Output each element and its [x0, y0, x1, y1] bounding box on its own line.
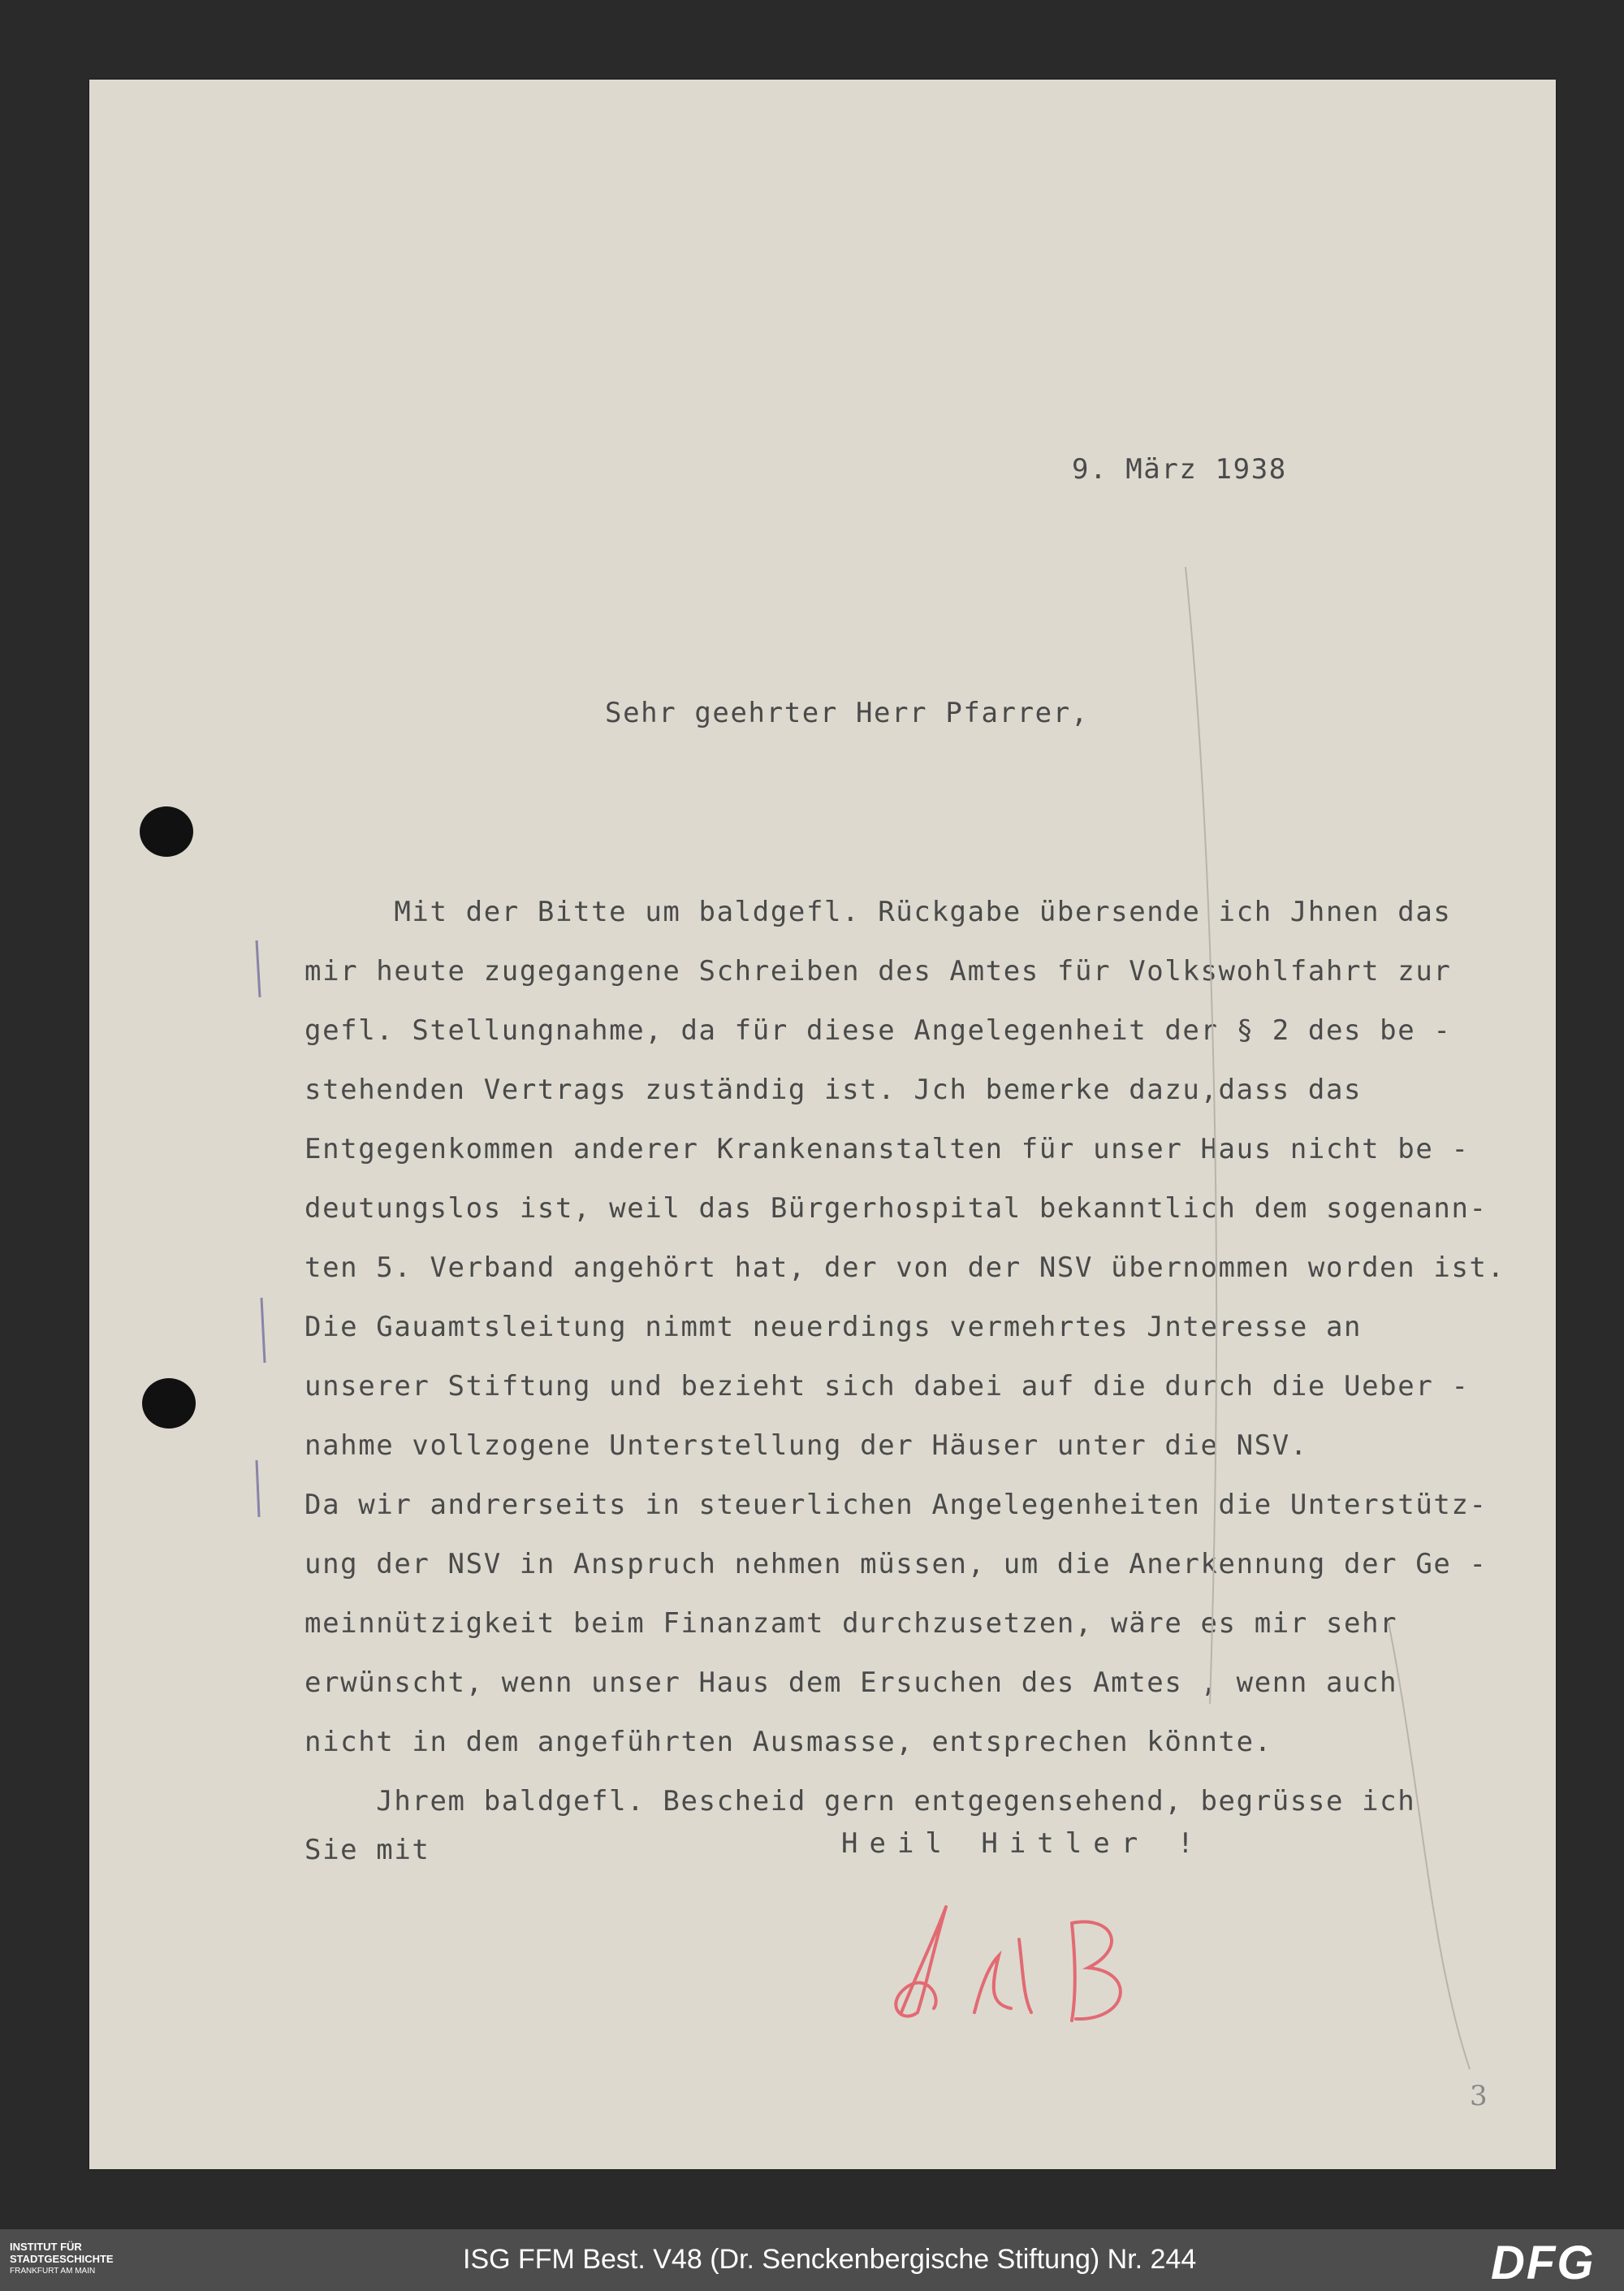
body-line: Sie mit [304, 1834, 430, 1866]
body-line: nicht in dem angeführten Ausmasse, entsprechen könnte. [304, 1726, 1272, 1758]
pencil-marks [89, 80, 1556, 2169]
body-line: gefl. Stellungnahme, da für diese Angelegenheit der § 2 des be - [304, 1014, 1452, 1047]
body-line: erwünscht, wenn unser Haus dem Ersuchen des Amtes , wenn auch [304, 1666, 1398, 1699]
body-line: ung der NSV in Anspruch nehmen müssen, um die Anerkennung der Ge - [304, 1548, 1488, 1580]
body-line: meinnützigkeit beim Finanzamt durchzusetzen, wäre es mir sehr [304, 1607, 1398, 1640]
body-line: Mit der Bitte um baldgefl. Rückgabe übersende ich Jhnen das [304, 896, 1452, 928]
body-line: nahme vollzogene Unterstellung der Häuser unter die NSV. [304, 1429, 1308, 1462]
body-line: unserer Stiftung und bezieht sich dabei auf die durch die Ueber - [304, 1370, 1470, 1403]
body-line: Jhrem baldgefl. Bescheid gern entgegensehend, begrüsse ich [304, 1785, 1416, 1818]
punch-hole-top [140, 806, 193, 857]
body-line: Da wir andrerseits in steuerlichen Angelegenheiten die Unterstütz- [304, 1489, 1488, 1521]
letter-salutation: Sehr geehrter Herr Pfarrer, [605, 697, 1089, 729]
punch-hole-bottom [142, 1378, 196, 1429]
institute-line: STADTGESCHICHTE [10, 2253, 114, 2265]
institute-line: INSTITUT FÜR [10, 2241, 82, 2253]
body-line: Die Gauamtsleitung nimmt neuerdings vermehrtes Jnteresse an [304, 1311, 1363, 1343]
body-line: stehenden Vertrags zuständig ist. Jch bemerke dazu,dass das [304, 1074, 1363, 1106]
page-number: 3 [1470, 2080, 1488, 2112]
body-line: ten 5. Verband angehört hat, der von der NSV übernommen worden ist. [304, 1251, 1505, 1284]
archive-reference: ISG FFM Best. V48 (Dr. Senckenbergische Stiftung) Nr. 244 [463, 2244, 1197, 2275]
dfg-logo: DFG [1491, 2237, 1596, 2289]
letter-date: 9. März 1938 [1072, 453, 1287, 486]
institute-line: FRANKFURT AM MAIN [10, 2267, 96, 2276]
body-line: mir heute zugegangene Schreiben des Amtes für Volkswohlfahrt zur [304, 955, 1452, 988]
institute-logo [10, 2241, 114, 2277]
body-line: Entgegenkommen anderer Krankenanstalten für unser Haus nicht be - [304, 1133, 1470, 1165]
footer-bar [0, 2229, 1624, 2291]
letter-closing: Heil Hitler ! [841, 1827, 1206, 1860]
letter-page [89, 80, 1556, 2169]
body-line: deutungslos ist, weil das Bürgerhospital bekanntlich dem sogenann- [304, 1192, 1488, 1225]
